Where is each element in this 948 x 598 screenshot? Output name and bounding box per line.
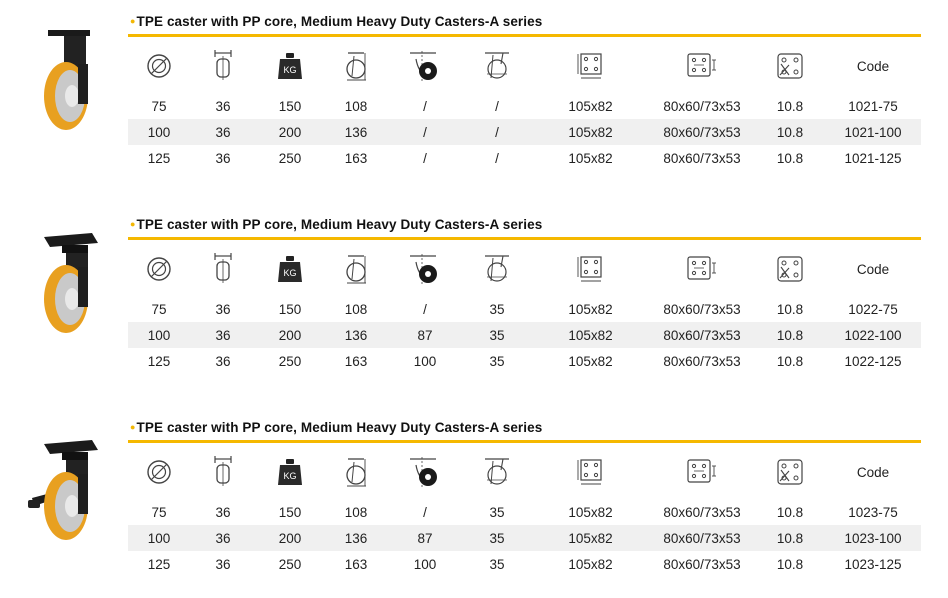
table-cell: 105x82 bbox=[568, 98, 613, 114]
table-cell: 36 bbox=[215, 353, 231, 369]
table-cell: / bbox=[495, 98, 499, 114]
table-cell: 35 bbox=[489, 353, 505, 369]
table-cell: 75 bbox=[151, 504, 167, 520]
caster-section bbox=[0, 14, 948, 179]
table-cell: 100 bbox=[413, 556, 437, 572]
table-cell: / bbox=[423, 301, 427, 317]
table-cell: 100 bbox=[147, 530, 171, 546]
table-row bbox=[128, 145, 921, 171]
table-cell: 35 bbox=[489, 556, 505, 572]
table-row bbox=[128, 296, 921, 322]
offset-icon bbox=[388, 243, 462, 295]
table-cell: / bbox=[423, 504, 427, 520]
table-cell: 150 bbox=[278, 98, 302, 114]
swivel-caster-with-brake-image bbox=[18, 436, 118, 551]
offset-icon bbox=[388, 446, 462, 498]
section-divider bbox=[128, 237, 921, 240]
load-capacity-kg-icon bbox=[256, 243, 324, 295]
load-capacity-kg-icon bbox=[256, 40, 324, 92]
section-title-text: TPE caster with PP core, Medium Heavy Duty Casters-A series bbox=[136, 217, 543, 232]
table-cell: 35 bbox=[489, 530, 505, 546]
spec-table-body bbox=[128, 499, 921, 577]
section-title bbox=[130, 420, 542, 435]
table-cell: 80x60/73x53 bbox=[663, 530, 741, 546]
table-cell: / bbox=[423, 150, 427, 166]
bolt-hole-diameter-icon bbox=[755, 446, 825, 498]
table-cell: 36 bbox=[215, 530, 231, 546]
table-cell: 105x82 bbox=[568, 150, 613, 166]
table-header-row bbox=[128, 243, 921, 295]
table-cell: 250 bbox=[278, 353, 302, 369]
table-cell: 100 bbox=[147, 327, 171, 343]
table-cell: 35 bbox=[489, 327, 505, 343]
swivel-radius-icon bbox=[462, 40, 532, 92]
rigid-caster-image bbox=[18, 26, 118, 141]
code-column-header bbox=[825, 446, 921, 498]
table-cell: 10.8 bbox=[776, 150, 804, 166]
table-cell: 108 bbox=[344, 98, 368, 114]
top-plate-size-icon bbox=[532, 446, 649, 498]
swivel-radius-icon bbox=[462, 243, 532, 295]
table-cell: 10.8 bbox=[776, 327, 804, 343]
table-header-row bbox=[128, 40, 921, 92]
table-cell: 36 bbox=[215, 504, 231, 520]
caster-section bbox=[0, 420, 948, 585]
table-cell: 10.8 bbox=[776, 556, 804, 572]
bullet-icon: ● bbox=[130, 16, 136, 26]
top-plate-size-icon bbox=[532, 40, 649, 92]
bolt-hole-spacing-icon bbox=[649, 243, 755, 295]
table-cell: 105x82 bbox=[568, 353, 613, 369]
section-title-text: TPE caster with PP core, Medium Heavy Duty Casters-A series bbox=[136, 14, 543, 29]
table-cell: 36 bbox=[215, 98, 231, 114]
total-height-icon bbox=[324, 40, 388, 92]
section-title bbox=[130, 14, 542, 29]
bolt-hole-diameter-icon bbox=[755, 40, 825, 92]
table-cell: 150 bbox=[278, 301, 302, 317]
table-cell: 80x60/73x53 bbox=[663, 327, 741, 343]
table-cell: 80x60/73x53 bbox=[663, 98, 741, 114]
offset-icon bbox=[388, 40, 462, 92]
top-plate-size-icon bbox=[532, 243, 649, 295]
bullet-icon: ● bbox=[130, 219, 136, 229]
wheel-width-icon bbox=[190, 40, 256, 92]
table-cell: 87 bbox=[417, 530, 433, 546]
table-cell: 36 bbox=[215, 556, 231, 572]
bolt-hole-spacing-icon bbox=[649, 40, 755, 92]
table-cell: 87 bbox=[417, 327, 433, 343]
table-cell: 10.8 bbox=[776, 353, 804, 369]
code-header-label: Code bbox=[856, 464, 890, 480]
table-cell: 75 bbox=[151, 98, 167, 114]
table-cell: 125 bbox=[147, 353, 171, 369]
table-cell: 136 bbox=[344, 530, 368, 546]
table-cell: 10.8 bbox=[776, 301, 804, 317]
table-cell: 100 bbox=[413, 353, 437, 369]
bolt-hole-spacing-icon bbox=[649, 446, 755, 498]
total-height-icon bbox=[324, 243, 388, 295]
table-cell: 10.8 bbox=[776, 124, 804, 140]
wheel-width-icon bbox=[190, 243, 256, 295]
section-title bbox=[130, 217, 542, 232]
table-header-row bbox=[128, 446, 921, 498]
code-header-label: Code bbox=[856, 58, 890, 74]
section-divider bbox=[128, 440, 921, 443]
table-cell: 36 bbox=[215, 124, 231, 140]
table-cell: 136 bbox=[344, 327, 368, 343]
table-cell: 163 bbox=[344, 150, 368, 166]
table-cell: 10.8 bbox=[776, 530, 804, 546]
table-cell: 35 bbox=[489, 504, 505, 520]
table-row bbox=[128, 525, 921, 551]
table-cell: 1022-125 bbox=[844, 353, 902, 369]
table-cell: 1023-75 bbox=[848, 504, 898, 520]
table-cell: 36 bbox=[215, 150, 231, 166]
table-cell: 100 bbox=[147, 124, 171, 140]
table-cell: 36 bbox=[215, 327, 231, 343]
table-cell: 150 bbox=[278, 504, 302, 520]
table-cell: 108 bbox=[344, 301, 368, 317]
table-row bbox=[128, 322, 921, 348]
table-cell: 1022-100 bbox=[844, 327, 902, 343]
table-row bbox=[128, 499, 921, 525]
code-header-label: Code bbox=[856, 261, 890, 277]
table-cell: / bbox=[495, 124, 499, 140]
table-cell: 80x60/73x53 bbox=[663, 353, 741, 369]
table-cell: 105x82 bbox=[568, 327, 613, 343]
table-cell: 105x82 bbox=[568, 301, 613, 317]
table-cell: 200 bbox=[278, 530, 302, 546]
caster-section bbox=[0, 217, 948, 382]
table-cell: 80x60/73x53 bbox=[663, 150, 741, 166]
table-cell: / bbox=[423, 98, 427, 114]
load-capacity-kg-icon bbox=[256, 446, 324, 498]
table-row bbox=[128, 551, 921, 577]
table-cell: 1023-100 bbox=[844, 530, 902, 546]
table-cell: 80x60/73x53 bbox=[663, 301, 741, 317]
table-cell: 250 bbox=[278, 556, 302, 572]
svg-text:KG: KG bbox=[283, 268, 297, 278]
svg-text:KG: KG bbox=[283, 471, 297, 481]
table-cell: 80x60/73x53 bbox=[663, 124, 741, 140]
wheel-width-icon bbox=[190, 446, 256, 498]
table-cell: 75 bbox=[151, 301, 167, 317]
table-cell: 105x82 bbox=[568, 124, 613, 140]
table-cell: 10.8 bbox=[776, 98, 804, 114]
table-cell: / bbox=[423, 124, 427, 140]
table-cell: 35 bbox=[489, 301, 505, 317]
table-cell: 10.8 bbox=[776, 504, 804, 520]
table-row bbox=[128, 348, 921, 374]
table-cell: 105x82 bbox=[568, 504, 613, 520]
wheel-diameter-icon bbox=[128, 243, 190, 295]
table-cell: 200 bbox=[278, 327, 302, 343]
table-cell: 80x60/73x53 bbox=[663, 556, 741, 572]
code-column-header bbox=[825, 243, 921, 295]
table-cell: 1022-75 bbox=[848, 301, 898, 317]
table-row bbox=[128, 93, 921, 119]
code-column-header bbox=[825, 40, 921, 92]
table-cell: 125 bbox=[147, 150, 171, 166]
table-cell: 36 bbox=[215, 301, 231, 317]
table-cell: / bbox=[495, 150, 499, 166]
section-title-text: TPE caster with PP core, Medium Heavy Duty Casters-A series bbox=[136, 420, 543, 435]
table-cell: 1021-125 bbox=[844, 150, 902, 166]
svg-text:KG: KG bbox=[283, 65, 297, 75]
bolt-hole-diameter-icon bbox=[755, 243, 825, 295]
table-row bbox=[128, 119, 921, 145]
swivel-radius-icon bbox=[462, 446, 532, 498]
table-cell: 163 bbox=[344, 556, 368, 572]
table-cell: 1021-75 bbox=[848, 98, 898, 114]
table-cell: 1021-100 bbox=[844, 124, 902, 140]
wheel-diameter-icon bbox=[128, 40, 190, 92]
swivel-caster-image bbox=[18, 229, 118, 344]
table-cell: 1023-125 bbox=[844, 556, 902, 572]
spec-table-body bbox=[128, 93, 921, 171]
table-cell: 125 bbox=[147, 556, 171, 572]
table-cell: 200 bbox=[278, 124, 302, 140]
spec-table-body bbox=[128, 296, 921, 374]
table-cell: 105x82 bbox=[568, 530, 613, 546]
wheel-diameter-icon bbox=[128, 446, 190, 498]
table-cell: 105x82 bbox=[568, 556, 613, 572]
table-cell: 80x60/73x53 bbox=[663, 504, 741, 520]
table-cell: 108 bbox=[344, 504, 368, 520]
table-cell: 136 bbox=[344, 124, 368, 140]
table-cell: 163 bbox=[344, 353, 368, 369]
bullet-icon: ● bbox=[130, 422, 136, 432]
table-cell: 250 bbox=[278, 150, 302, 166]
total-height-icon bbox=[324, 446, 388, 498]
section-divider bbox=[128, 34, 921, 37]
